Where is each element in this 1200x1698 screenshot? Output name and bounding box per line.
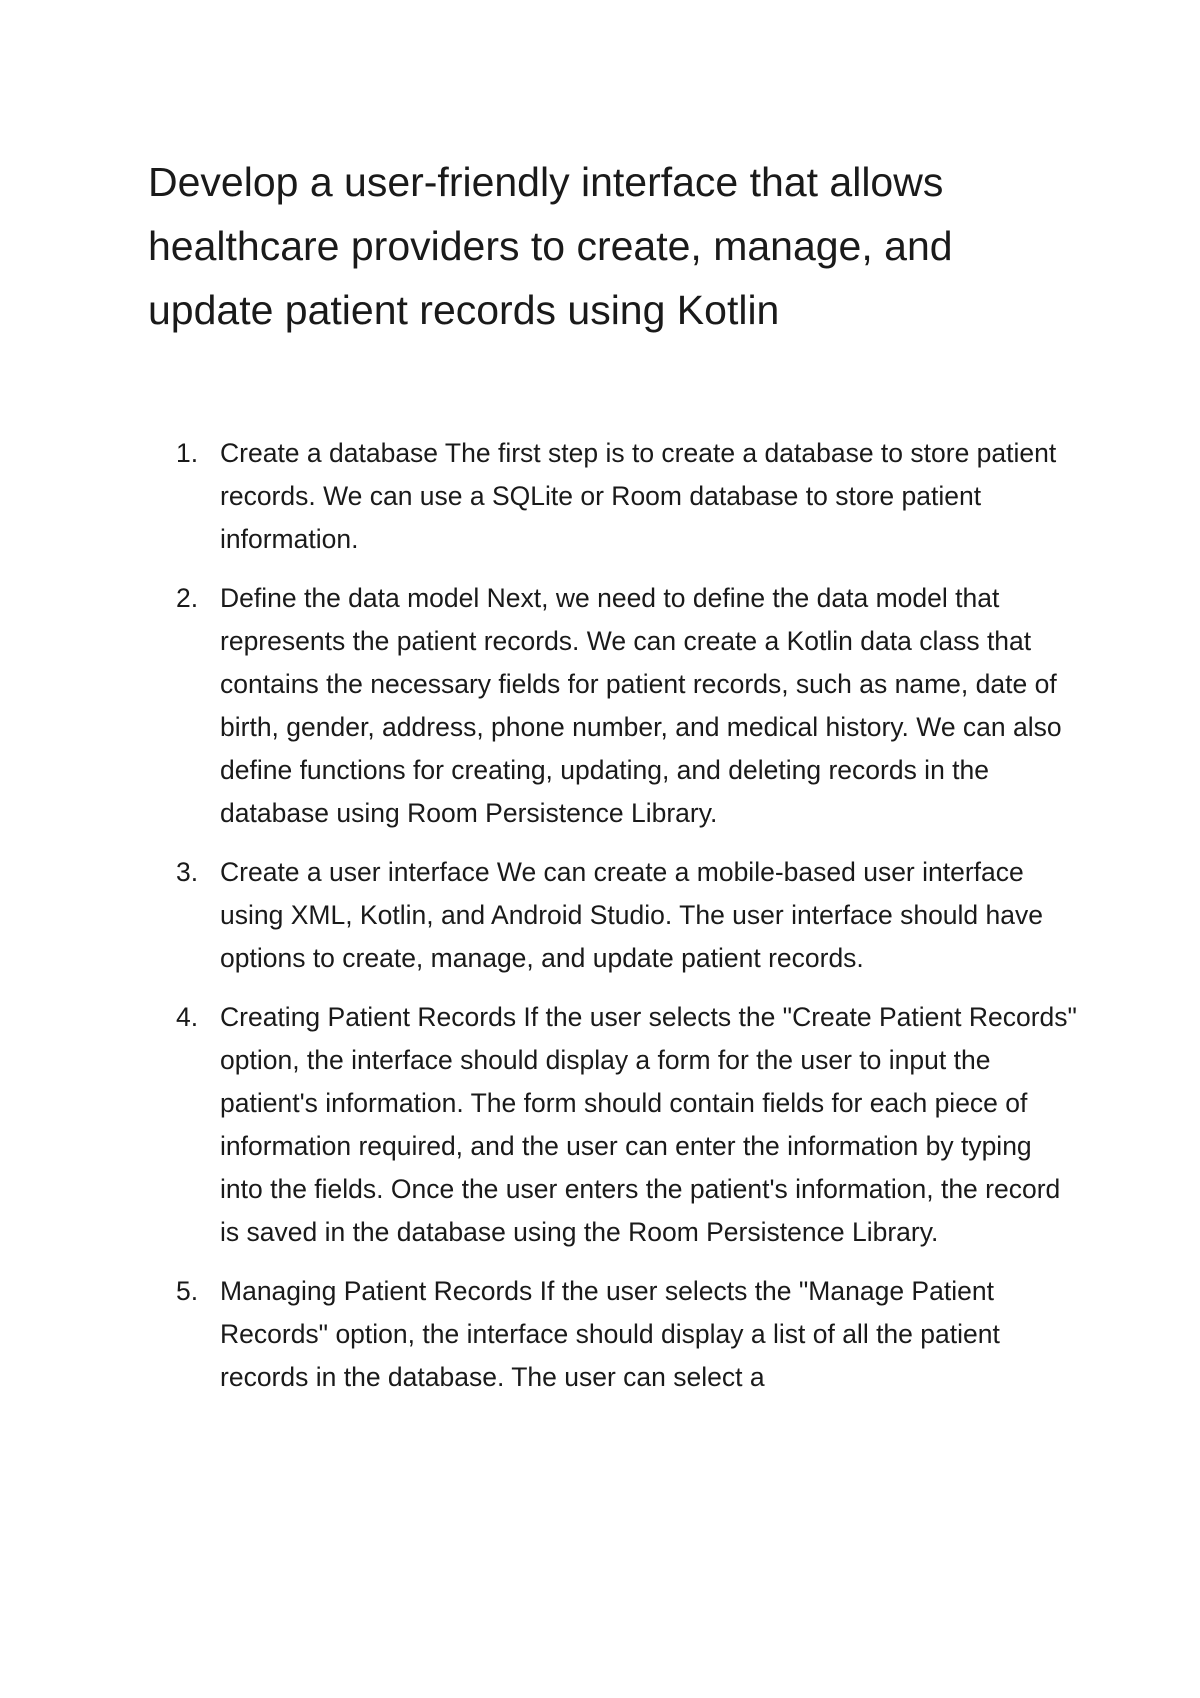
step-number: 4. [176,1002,199,1032]
step-number: 3. [176,857,199,887]
step-number: 2. [176,583,199,613]
step-number: 5. [176,1276,199,1306]
list-item [148,1270,1078,1399]
document-title: Develop a user-friendly interface that allows healthcare providers to create, manage, and update patient records using Kotlin [148,159,953,333]
list-item [148,851,1078,980]
list-item [148,432,1078,561]
step-text: Create a database The first step is to create a database to store patient records. We can use a SQLite or Room database to store patient information. [220,438,1057,554]
step-text: Managing Patient Records If the user selects the "Manage Patient Records" option, the interface should display a list of all the patient records in the database. The user can select a [220,1276,1000,1392]
list-item [148,996,1078,1254]
step-text: Define the data model Next, we need to define the data model that represents the patient records. We can create a Kotlin data class that contains the necessary fields for patient records, such as name, date of birth, gender, address, phone number, and medical history. We can also define functions for creating, updating, and deleting records in the database using Room Persistence Library. [220,583,1062,828]
steps-list [148,432,1078,1415]
step-number: 1. [176,438,199,468]
step-text: Creating Patient Records If the user selects the "Create Patient Records" option, the interface should display a form for the user to input the patient's information. The form should contain fields for each piece of information required, and the user can enter the information by typing into the fields. Once the user enters the patient's information, the record is saved in the database using the Room Persistence Library. [220,1002,1077,1247]
list-item [148,577,1078,835]
step-text: Create a user interface We can create a mobile-based user interface using XML, Kotlin, and Android Studio. The user interface should have options to create, manage, and update patient records. [220,857,1044,973]
